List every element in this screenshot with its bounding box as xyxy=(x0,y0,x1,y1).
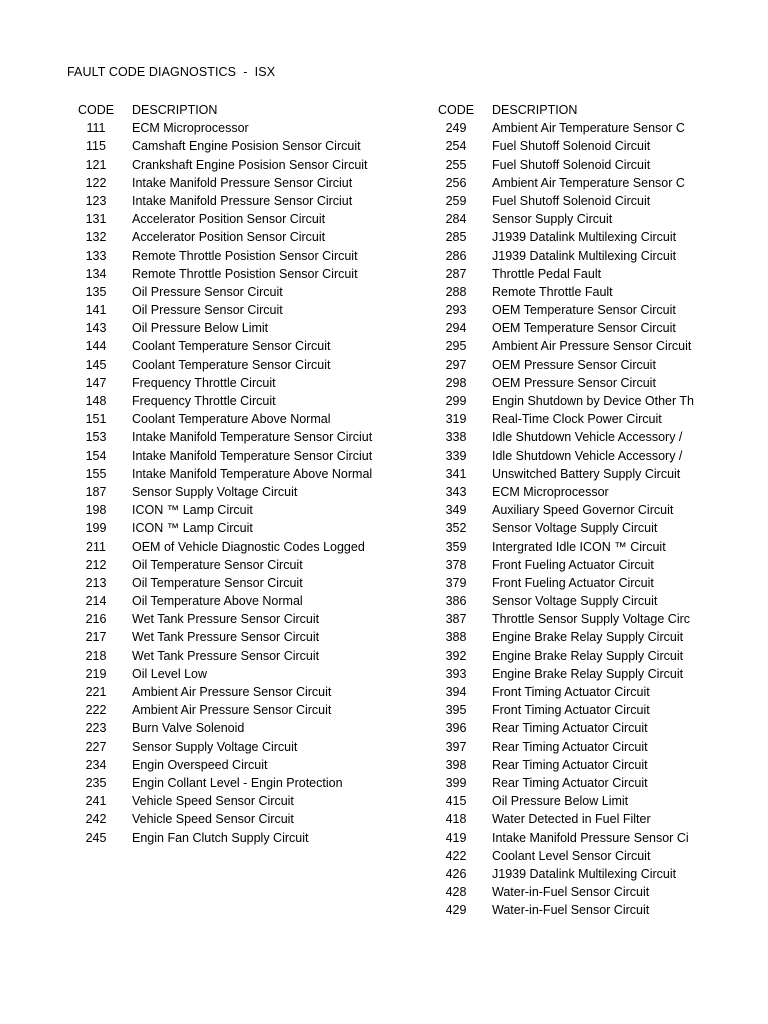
table-row xyxy=(432,901,694,919)
fault-description: Intergrated Idle ICON ™ Circuit xyxy=(492,539,666,554)
fault-description: Crankshaft Engine Posision Sensor Circuit xyxy=(132,157,368,172)
table-row xyxy=(72,665,412,683)
fault-description: Oil Pressure Sensor Circuit xyxy=(132,303,283,318)
fault-code: 227 xyxy=(85,739,107,754)
fault-code: 349 xyxy=(445,503,467,518)
table-row xyxy=(432,519,694,537)
fault-description: ECM Microprocessor xyxy=(132,121,249,136)
table-row xyxy=(72,792,412,810)
fault-description: Coolant Temperature Sensor Circuit xyxy=(132,339,331,354)
fault-description: Engin Shutdown by Device Other Th xyxy=(492,394,694,408)
fault-code: 122 xyxy=(85,175,107,190)
fault-description: OEM Pressure Sensor Circuit xyxy=(492,357,656,372)
fault-code: 155 xyxy=(85,466,107,481)
fault-code: 341 xyxy=(445,466,467,481)
fault-code: 221 xyxy=(85,685,107,699)
fault-code: 111 xyxy=(86,121,106,136)
fault-code: 199 xyxy=(85,521,107,536)
table-row xyxy=(72,647,412,665)
fault-code: 132 xyxy=(85,230,107,245)
fault-description: Unswitched Battery Supply Circuit xyxy=(492,466,681,481)
fault-code-table-right xyxy=(432,101,694,919)
table-row xyxy=(432,792,694,810)
fault-code: 395 xyxy=(445,703,467,718)
fault-code: 298 xyxy=(445,375,467,390)
table-row xyxy=(432,483,694,501)
fault-code: 131 xyxy=(85,212,107,227)
fault-description: Water-in-Fuel Sensor Circuit xyxy=(492,903,650,918)
table-row xyxy=(72,210,412,228)
fault-description: Front Fueling Actuator Circuit xyxy=(492,557,654,572)
fault-description: Remote Throttle Fault xyxy=(492,284,613,299)
table-row xyxy=(72,483,412,501)
table-row xyxy=(72,337,412,355)
table-row xyxy=(432,865,694,883)
table-row xyxy=(432,738,694,756)
fault-code: 214 xyxy=(85,594,107,609)
table-row xyxy=(432,883,694,901)
fault-description: Oil Temperature Sensor Circuit xyxy=(132,575,303,590)
fault-description: Engine Brake Relay Supply Circuit xyxy=(492,648,684,663)
table-row xyxy=(432,156,694,174)
table-row xyxy=(72,701,412,719)
fault-code: 213 xyxy=(85,575,107,590)
fault-description: Burn Valve Solenoid xyxy=(132,721,245,736)
table-row xyxy=(432,774,694,792)
fault-description: Sensor Voltage Supply Circuit xyxy=(492,594,658,609)
fault-description: Front Fueling Actuator Circuit xyxy=(492,575,654,590)
fault-description: Oil Level Low xyxy=(132,666,208,681)
fault-code: 429 xyxy=(445,903,467,918)
fault-description: Fuel Shutoff Solenoid Circuit xyxy=(492,193,651,208)
table-row xyxy=(72,556,412,574)
fault-description: Ambient Air Pressure Sensor Circuit xyxy=(132,685,332,699)
table-row xyxy=(432,847,694,865)
fault-description: Camshaft Engine Posision Sensor Circuit xyxy=(132,139,361,154)
fault-description: Engin Overspeed Circuit xyxy=(132,757,268,772)
fault-code: 134 xyxy=(85,266,107,281)
fault-code: 249 xyxy=(445,121,467,136)
table-row xyxy=(72,319,412,337)
fault-code: 286 xyxy=(445,248,467,263)
fault-code: 242 xyxy=(85,812,107,827)
fault-code: 154 xyxy=(85,448,107,463)
fault-description: Sensor Supply Voltage Circuit xyxy=(132,484,298,499)
table-row xyxy=(432,665,694,683)
fault-description: Fuel Shutoff Solenoid Circuit xyxy=(492,139,651,154)
fault-description: Ambient Air Pressure Sensor Circuit xyxy=(132,703,332,718)
fault-description: Frequency Throttle Circuit xyxy=(132,394,276,408)
fault-description: Fuel Shutoff Solenoid Circuit xyxy=(492,157,651,172)
fault-code: 143 xyxy=(85,321,107,336)
fault-code: 319 xyxy=(445,412,467,427)
fault-code: 216 xyxy=(85,612,107,627)
table-row xyxy=(432,428,694,446)
fault-code: 212 xyxy=(85,557,107,572)
table-row xyxy=(432,374,694,392)
fault-description: Engine Brake Relay Supply Circuit xyxy=(492,666,684,681)
fault-description: Throttle Pedal Fault xyxy=(492,266,602,281)
fault-code: 141 xyxy=(85,303,107,318)
fault-description: Coolant Temperature Above Normal xyxy=(132,412,331,427)
fault-description: Throttle Sensor Supply Voltage Circ xyxy=(492,612,691,627)
fault-code: 187 xyxy=(85,484,107,499)
fault-code: 254 xyxy=(445,139,467,154)
table-row xyxy=(432,756,694,774)
fault-description: Real-Time Clock Power Circuit xyxy=(492,412,662,427)
fault-code: 223 xyxy=(85,721,107,736)
fault-code: 387 xyxy=(445,612,467,627)
table-row xyxy=(432,392,694,410)
table-row xyxy=(432,410,694,428)
fault-description: J1939 Datalink Multilexing Circuit xyxy=(492,248,677,263)
fault-code: 343 xyxy=(445,484,467,499)
fault-code: 394 xyxy=(445,685,467,699)
fault-description: Sensor Voltage Supply Circuit xyxy=(492,521,658,536)
table-row xyxy=(432,119,694,137)
table-row xyxy=(72,174,412,192)
table-row xyxy=(432,574,694,592)
fault-description: Oil Pressure Sensor Circuit xyxy=(132,284,283,299)
fault-description: Idle Shutdown Vehicle Accessory / xyxy=(492,448,683,463)
fault-code: 241 xyxy=(85,794,107,809)
table-row xyxy=(432,683,694,701)
fault-code: 378 xyxy=(445,557,467,572)
fault-code: 145 xyxy=(85,357,107,372)
table-row xyxy=(72,265,412,283)
table-row xyxy=(432,829,694,847)
fault-code: 217 xyxy=(85,630,107,645)
fault-description: Rear Timing Actuator Circuit xyxy=(492,721,648,736)
fault-code: 426 xyxy=(445,866,467,881)
fault-description: J1939 Datalink Multilexing Circuit xyxy=(492,230,677,245)
fault-code: 299 xyxy=(445,394,467,408)
fault-description: Coolant Temperature Sensor Circuit xyxy=(132,357,331,372)
table-row xyxy=(72,574,412,592)
fault-description: ECM Microprocessor xyxy=(492,484,609,499)
table-row xyxy=(72,301,412,319)
fault-description: Oil Temperature Sensor Circuit xyxy=(132,557,303,572)
fault-code: 379 xyxy=(445,575,467,590)
fault-description: Rear Timing Actuator Circuit xyxy=(492,739,648,754)
table-row xyxy=(432,538,694,556)
fault-description: Idle Shutdown Vehicle Accessory / xyxy=(492,430,683,445)
fault-code: 151 xyxy=(85,412,107,427)
table-row xyxy=(72,428,412,446)
fault-code: 121 xyxy=(85,157,107,172)
fault-description: OEM Temperature Sensor Circuit xyxy=(492,321,676,336)
fault-code: 396 xyxy=(445,721,467,736)
table-row xyxy=(72,374,412,392)
fault-code: 352 xyxy=(445,521,467,536)
table-row xyxy=(432,701,694,719)
fault-code: 123 xyxy=(85,193,107,208)
table-row xyxy=(432,301,694,319)
table-row xyxy=(432,174,694,192)
table-row xyxy=(432,647,694,665)
table-row xyxy=(432,556,694,574)
table-row xyxy=(72,738,412,756)
fault-description: ICON ™ Lamp Circuit xyxy=(132,521,253,536)
fault-description: Front Timing Actuator Circuit xyxy=(492,685,650,699)
fault-code: 219 xyxy=(85,666,107,681)
fault-description: Accelerator Position Sensor Circuit xyxy=(132,212,326,227)
fault-code: 218 xyxy=(85,648,107,663)
fault-description: ICON ™ Lamp Circuit xyxy=(132,503,253,518)
fault-description: OEM Pressure Sensor Circuit xyxy=(492,375,656,390)
fault-description: Oil Pressure Below Limit xyxy=(492,794,629,809)
fault-code: 392 xyxy=(445,648,467,663)
fault-code: 133 xyxy=(85,248,107,263)
table-header-row xyxy=(72,101,412,119)
fault-description: Water-in-Fuel Sensor Circuit xyxy=(492,885,650,900)
fault-code: 148 xyxy=(85,394,107,408)
table-row xyxy=(432,192,694,210)
table-row xyxy=(72,519,412,537)
fault-code: 234 xyxy=(85,757,107,772)
fault-code: 428 xyxy=(445,885,467,900)
fault-code: 255 xyxy=(445,157,467,172)
table-row xyxy=(432,610,694,628)
fault-code: 211 xyxy=(86,539,106,554)
table-row xyxy=(72,137,412,155)
fault-code: 198 xyxy=(85,503,107,518)
table-row xyxy=(72,119,412,137)
fault-description: Engine Brake Relay Supply Circuit xyxy=(492,630,684,645)
table-row xyxy=(432,283,694,301)
table-row xyxy=(72,810,412,828)
fault-description: Frequency Throttle Circuit xyxy=(132,375,276,390)
table-row xyxy=(432,247,694,265)
fault-description: Intake Manifold Pressure Sensor Circiut xyxy=(132,193,353,208)
table-row xyxy=(432,810,694,828)
table-header-row xyxy=(432,101,694,119)
fault-description: Auxiliary Speed Governor Circuit xyxy=(492,503,674,518)
fault-description: OEM Temperature Sensor Circuit xyxy=(492,303,676,318)
fault-code: 284 xyxy=(445,212,467,227)
fault-code: 339 xyxy=(445,448,467,463)
table-row xyxy=(432,228,694,246)
table-row xyxy=(72,247,412,265)
table-row xyxy=(72,719,412,737)
fault-code: 135 xyxy=(85,284,107,299)
fault-description: Remote Throttle Posistion Sensor Circuit xyxy=(132,266,358,281)
table-row xyxy=(72,774,412,792)
fault-description: Front Timing Actuator Circuit xyxy=(492,703,650,718)
code-column-header: CODE xyxy=(77,103,115,117)
table-row xyxy=(72,228,412,246)
fault-code: 388 xyxy=(445,630,467,645)
fault-description: Oil Temperature Above Normal xyxy=(132,594,303,609)
fault-code: 297 xyxy=(445,357,467,372)
fault-code: 359 xyxy=(445,539,467,554)
fault-description: J1939 Datalink Multilexing Circuit xyxy=(492,866,677,881)
table-row xyxy=(432,319,694,337)
fault-description: Wet Tank Pressure Sensor Circuit xyxy=(132,612,320,627)
fault-code: 398 xyxy=(445,757,467,772)
fault-description: Rear Timing Actuator Circuit xyxy=(492,757,648,772)
fault-description: Ambient Air Pressure Sensor Circuit xyxy=(492,339,692,354)
fault-code: 144 xyxy=(85,339,107,354)
fault-description: Sensor Supply Circuit xyxy=(492,212,613,227)
fault-description: Intake Manifold Pressure Sensor Circiut xyxy=(132,175,353,190)
table-row xyxy=(72,356,412,374)
fault-description: Wet Tank Pressure Sensor Circuit xyxy=(132,648,320,663)
table-row xyxy=(72,465,412,483)
table-row xyxy=(72,156,412,174)
table-row xyxy=(432,356,694,374)
fault-code: 393 xyxy=(445,666,467,681)
fault-code: 115 xyxy=(86,139,106,154)
table-row xyxy=(432,137,694,155)
table-row xyxy=(72,410,412,428)
description-column-header: DESCRIPTION xyxy=(492,103,578,117)
table-row xyxy=(72,683,412,701)
fault-code: 153 xyxy=(85,430,107,445)
fault-description: Engin Fan Clutch Supply Circuit xyxy=(132,830,309,845)
fault-description: Engin Collant Level - Engin Protection xyxy=(132,775,343,790)
page-title: FAULT CODE DIAGNOSTICS - ISX xyxy=(67,65,276,79)
fault-code: 245 xyxy=(85,830,107,845)
table-row xyxy=(72,538,412,556)
fault-description: Vehicle Speed Sensor Circuit xyxy=(132,812,294,827)
fault-description: Oil Pressure Below Limit xyxy=(132,321,269,336)
table-body xyxy=(432,119,694,919)
fault-description: Intake Manifold Temperature Above Normal xyxy=(132,466,373,481)
fault-code: 415 xyxy=(445,794,467,809)
fault-code: 419 xyxy=(445,830,467,845)
fault-description: Ambient Air Temperature Sensor C xyxy=(492,175,685,190)
table-row xyxy=(72,610,412,628)
table-row xyxy=(432,447,694,465)
fault-description: Wet Tank Pressure Sensor Circuit xyxy=(132,630,320,645)
table-row xyxy=(432,465,694,483)
code-column-header: CODE xyxy=(437,103,475,117)
fault-description: Intake Manifold Temperature Sensor Circiut xyxy=(132,430,373,445)
table-row xyxy=(432,501,694,519)
table-row xyxy=(72,283,412,301)
fault-code: 418 xyxy=(445,812,467,827)
table-row xyxy=(72,592,412,610)
table-row xyxy=(72,829,412,847)
table-row xyxy=(432,719,694,737)
fault-description: OEM of Vehicle Diagnostic Codes Logged xyxy=(132,539,365,554)
fault-code: 338 xyxy=(445,430,467,445)
fault-code: 386 xyxy=(445,594,467,609)
table-row xyxy=(432,592,694,610)
fault-description: Water Detected in Fuel Filter xyxy=(492,812,651,827)
fault-code: 147 xyxy=(85,375,107,390)
table-row xyxy=(72,756,412,774)
fault-code: 397 xyxy=(445,739,467,754)
fault-description: Sensor Supply Voltage Circuit xyxy=(132,739,298,754)
description-column-header: DESCRIPTION xyxy=(132,103,218,117)
table-row xyxy=(432,337,694,355)
fault-code: 293 xyxy=(445,303,467,318)
fault-description: Ambient Air Temperature Sensor C xyxy=(492,121,685,136)
table-row xyxy=(432,210,694,228)
fault-code: 259 xyxy=(445,193,467,208)
fault-code: 399 xyxy=(445,775,467,790)
fault-code-table-left xyxy=(72,101,412,847)
table-row xyxy=(72,628,412,646)
fault-code: 288 xyxy=(445,284,467,299)
fault-code: 287 xyxy=(445,266,467,281)
fault-description: Remote Throttle Posistion Sensor Circuit xyxy=(132,248,358,263)
fault-description: Intake Manifold Pressure Sensor Ci xyxy=(492,830,689,845)
fault-description: Rear Timing Actuator Circuit xyxy=(492,775,648,790)
table-row xyxy=(72,192,412,210)
fault-code: 422 xyxy=(445,848,467,863)
fault-code: 235 xyxy=(85,775,107,790)
fault-description: Accelerator Position Sensor Circuit xyxy=(132,230,326,245)
fault-description: Intake Manifold Temperature Sensor Circiut xyxy=(132,448,373,463)
fault-code: 222 xyxy=(85,703,107,718)
fault-code: 256 xyxy=(445,175,467,190)
table-row xyxy=(72,501,412,519)
table-row xyxy=(432,265,694,283)
fault-code: 295 xyxy=(445,339,467,354)
fault-code: 294 xyxy=(445,321,467,336)
fault-code: 285 xyxy=(445,230,467,245)
table-row xyxy=(432,628,694,646)
table-row xyxy=(72,392,412,410)
fault-description: Coolant Level Sensor Circuit xyxy=(492,848,651,863)
table-body xyxy=(72,119,412,847)
fault-description: Vehicle Speed Sensor Circuit xyxy=(132,794,294,809)
table-row xyxy=(72,447,412,465)
